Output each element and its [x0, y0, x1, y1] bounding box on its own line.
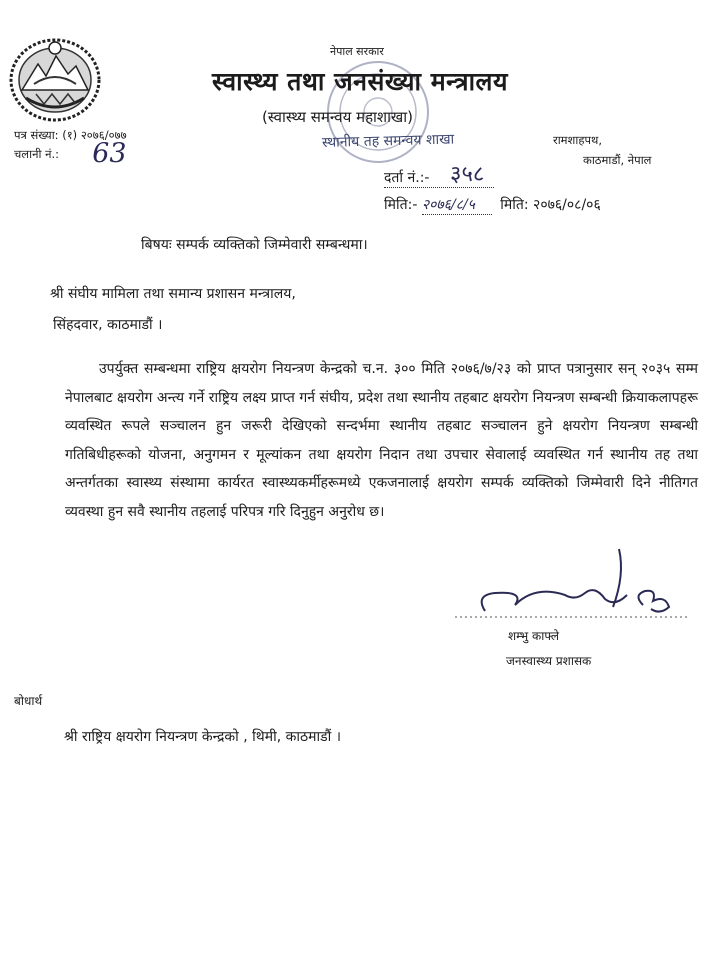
signatory-title: जनस्वास्थ्य प्रशासक [506, 654, 592, 668]
ministry-title: स्वास्थ्य तथा जनसंख्या मन्त्रालय [212, 67, 509, 96]
letter-body: उपर्युक्त सम्बन्धमा राष्ट्रिय क्षयरोग नियन्त्रण केन्द्रको च.न. ३०० मिति २०७६/७/२३ को प्राप्त पत्रानुसार सन् २०३५ सम्म नेपालबाट क्षयरोग अन्त्य गर्ने राष्ट्रिय लक्ष्य प्राप्त गर्न संघीय, प्रदेश तथा स्थानीय तहबाट क्षयरोग नियन्त्रण सम्बन्धी क्रियाकलापहरू व्यवस्थित रूपले सञ्चालन हुन जरूरी देखिएको सन्दर्भमा स्थानीय तहबाट सञ्चालन हुने क्षयरोग नियन्त्रण सम्बन्धी गतिबिधीहरूको योजना, अनुगमन र मूल्यांकन तथा क्षयरोग निदान तथा उपचार सेवालाई व्यवस्थित गर्न स्थानीय तह तथा अन्तर्गतका स्वास्थ्य संस्थामा कार्यरत स्वास्थ्यकर्मीहरूमध्ये एकजनालाई क्षयरोग सम्पर्क व्यक्तिको जिम्मेवारी दिने नीतिगत व्यवस्था हुन सवै स्थानीय तहलाई परिपत्र गरि दिनुहुन अनुरोध छ। [65, 361, 698, 520]
registration-number-label: दर्ता नं.:- [384, 168, 494, 188]
address-line-2: काठमाडौं, नेपाल [583, 153, 652, 167]
recipient-line-1: श्री संघीय मामिला तथा समान्य प्रशासन मन्त्रालय, [50, 286, 296, 302]
address-line-1: रामशाहपथ, [553, 133, 602, 147]
dispatch-number-handwritten: 63 [89, 138, 130, 169]
letter-date: मिति: २०७६/०८/०६ [500, 197, 601, 213]
subject-line: बिषयः सम्पर्क व्यक्तिको जिम्मेवारी सम्बन्धमा। [141, 237, 368, 253]
nepal-government-emblem [6, 34, 104, 124]
government-label: नेपाल सरकार [330, 45, 384, 58]
registration-date-label: मिति:- [384, 197, 418, 213]
cc-label: बोधार्थ [14, 694, 43, 708]
handwritten-signature [455, 545, 690, 635]
dispatch-number-label: चलानी नं.: [14, 147, 60, 161]
registration-stamp-text: स्थानीय तह समन्वय शाखा [321, 131, 455, 151]
recipient-line-2: सिंहदवार, काठमाडौं । [53, 317, 163, 333]
registration-date-line [384, 195, 694, 215]
registration-number-handwritten: ३५८ [450, 162, 485, 187]
division-subtitle: (स्वास्थ्य समन्वय महाशाखा) [262, 108, 414, 126]
signatory-name: शम्भु काफ्ले [508, 629, 560, 643]
cc-recipient: श्री राष्ट्रिय क्षयरोग नियन्त्रण केन्द्रको , थिमी, काठमाडौं । [64, 729, 342, 745]
letter-number: पत्र संख्या: (१) २०७६/०७७ [14, 128, 127, 142]
registration-date-handwritten: २०७६/८/५ [422, 195, 492, 215]
